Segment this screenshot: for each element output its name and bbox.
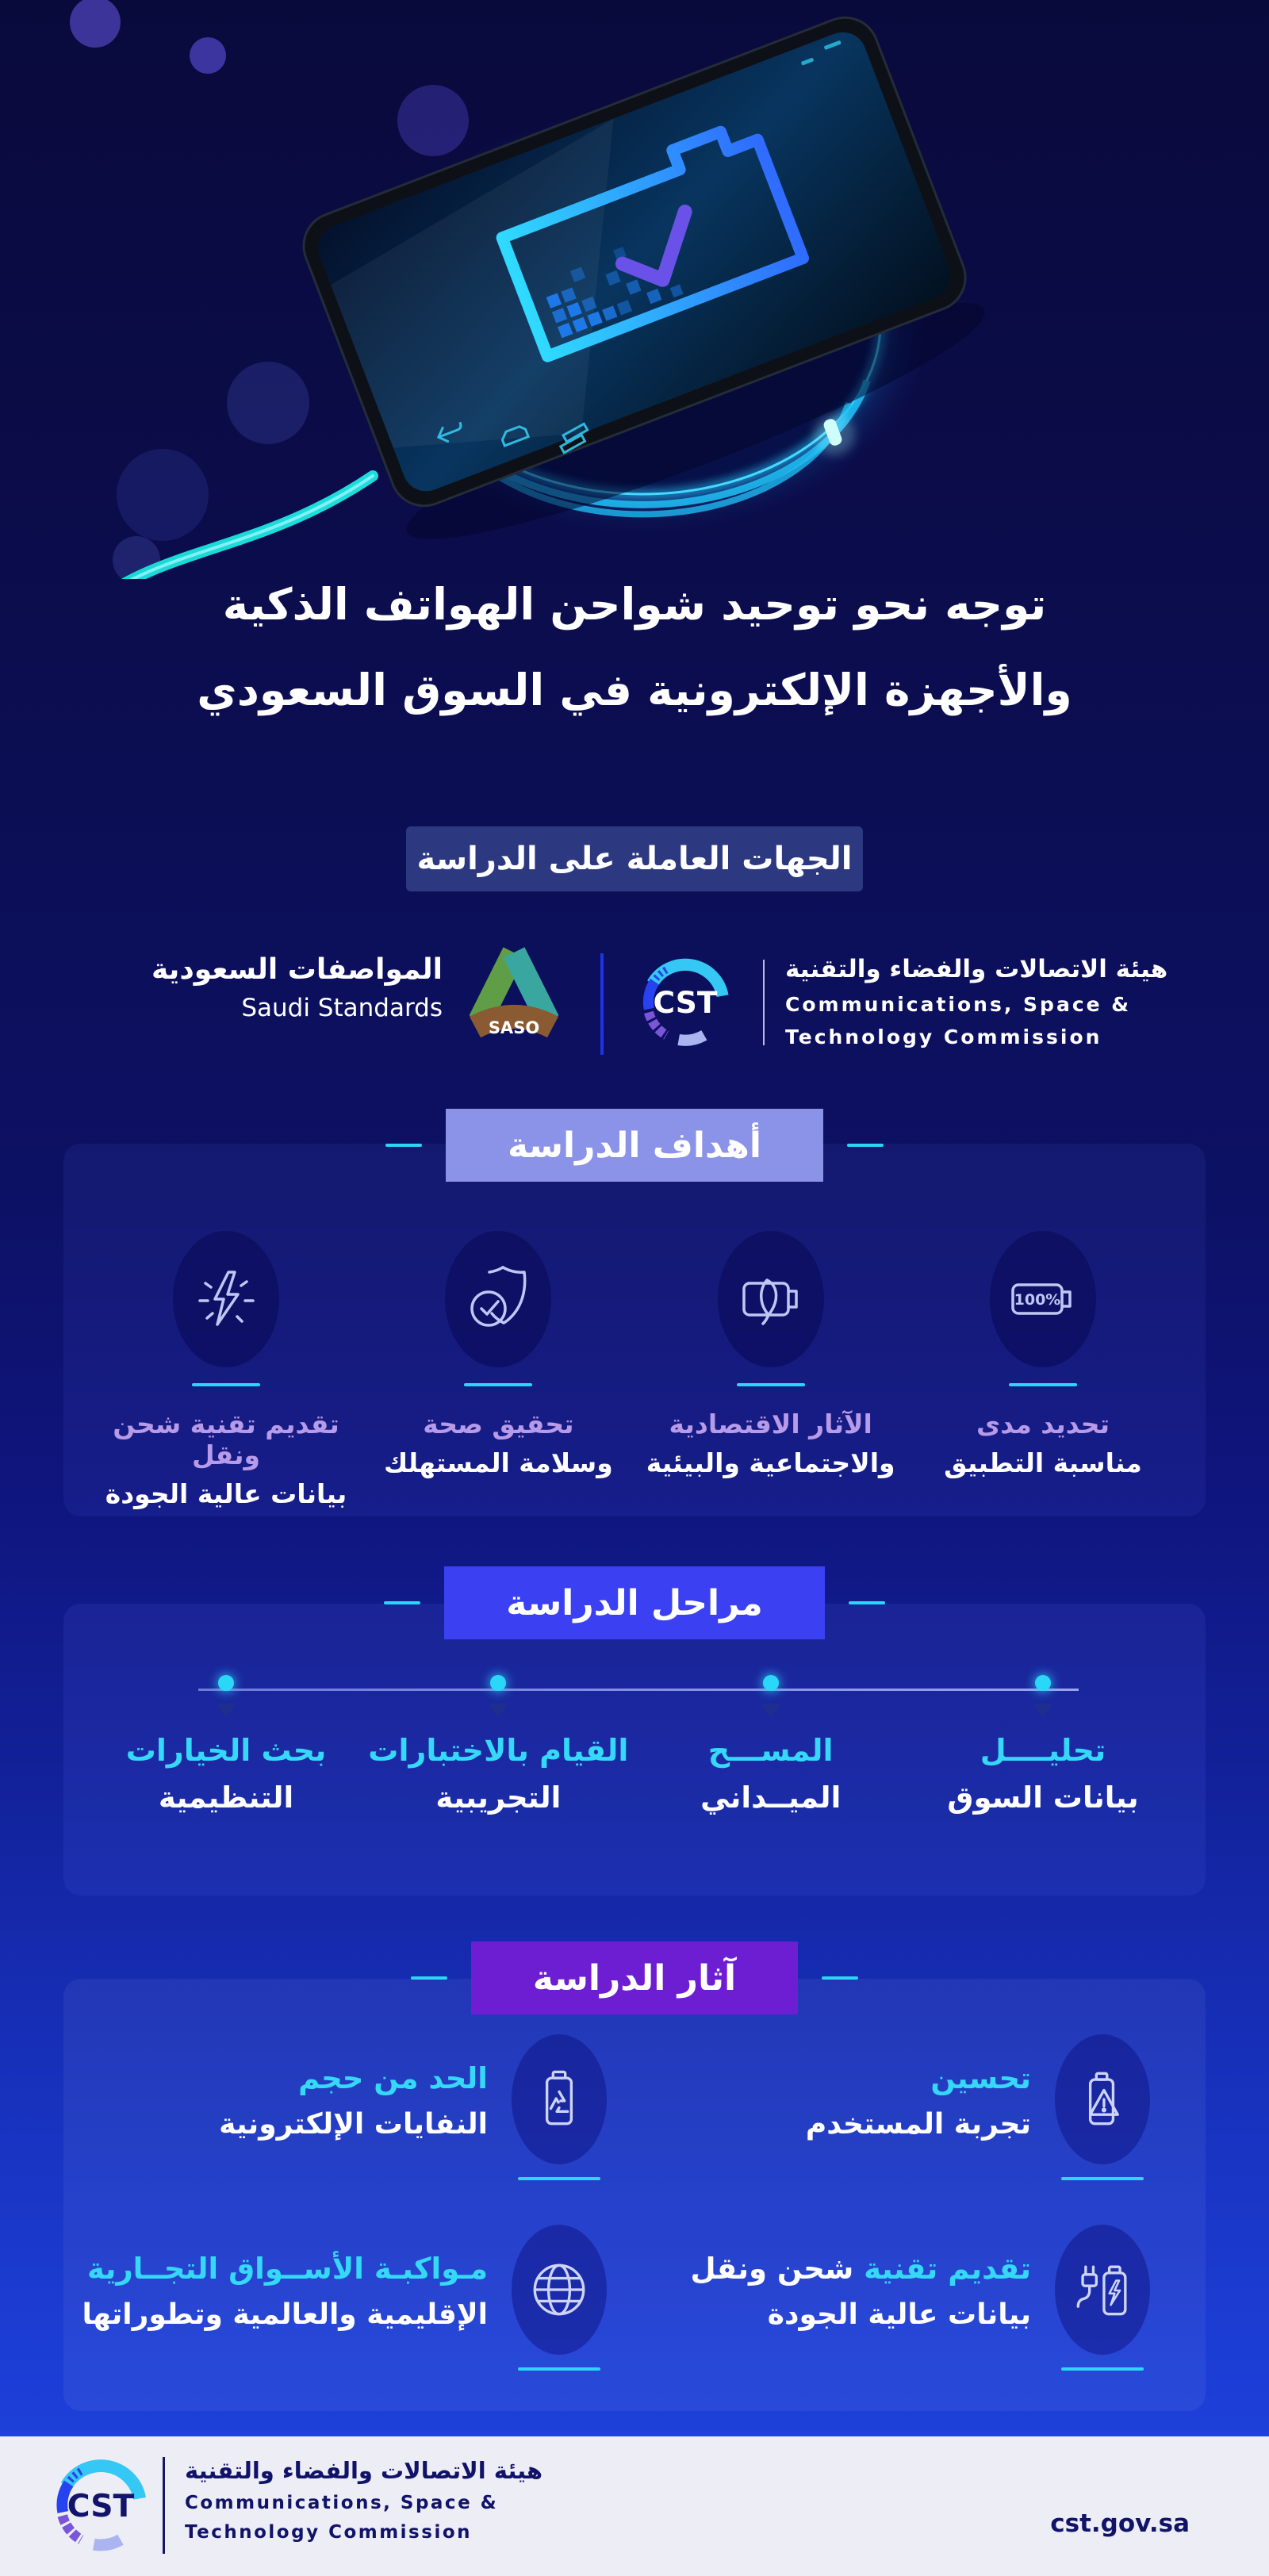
impact-line1: تحسين — [930, 2061, 1031, 2095]
impact-underline — [518, 2367, 600, 2371]
impact-underline — [1061, 2177, 1144, 2180]
timeline-dot-icon — [218, 1675, 234, 1691]
stage-line2: التجريبية — [435, 1781, 562, 1815]
objective-underline — [737, 1383, 805, 1386]
arrow-down-icon — [761, 1704, 781, 1717]
objective-line2: والاجتماعية والبيئية — [646, 1447, 895, 1478]
stage-item — [908, 1675, 1178, 1815]
saso-name-english: Saudi Standards — [241, 994, 443, 1022]
cst-name-english-1: Communications, Space & — [785, 993, 1132, 1016]
logos-divider — [600, 953, 604, 1055]
arrow-down-icon — [216, 1704, 236, 1717]
objective-underline — [1009, 1383, 1077, 1386]
objective-line2: بيانات عالية الجودة — [105, 1478, 347, 1509]
dash-icon — [849, 1601, 885, 1604]
website-link: cst.gov.sa — [1050, 2509, 1190, 2538]
impacts-header-badge: آثار الدراسة — [471, 1942, 798, 2014]
stage-line2: الميــداني — [700, 1781, 842, 1815]
footer-cst-arabic: هيئة الاتصالات والفضاء والتقنية — [185, 2457, 543, 2484]
dash-icon — [385, 1144, 422, 1147]
objective-line1: تقديم تقنية شحن ونقل — [113, 1409, 339, 1470]
impact-line1: تقديم تقنية شحن ونقل — [690, 2252, 1031, 2286]
stages-row — [91, 1675, 1178, 1815]
footer-cst-english-2: Technology Commission — [185, 2522, 473, 2543]
cst-logo-icon — [633, 950, 738, 1055]
hero-illustration — [0, 0, 1269, 579]
objectives-row — [91, 1231, 1178, 1509]
stage-line1: بحث الخيارات — [125, 1733, 327, 1768]
stages-header-badge: مراحل الدراسة — [444, 1566, 824, 1639]
dash-icon — [847, 1144, 884, 1147]
saso-logo-icon — [464, 940, 567, 1051]
logos-row — [0, 936, 1269, 1075]
timeline-dot-icon — [763, 1675, 779, 1691]
saso-logo-text — [151, 953, 443, 1022]
objectives-header-badge: أهداف الدراسة — [446, 1109, 823, 1182]
objective-underline — [464, 1383, 532, 1386]
title-line-1: توجه نحو توحيد شواحن الهواتف الذكية — [222, 579, 1047, 630]
objective-item — [908, 1231, 1178, 1509]
impact-item — [806, 2034, 1150, 2180]
stage-item — [363, 1675, 633, 1815]
cst-name-arabic: هيئة الاتصالات والفضاء والتقنية — [785, 955, 1168, 983]
stage-line1: تحليــــل — [980, 1733, 1106, 1768]
cst-logo-divider — [763, 960, 765, 1045]
impact-line1: الحد من حجم — [298, 2061, 488, 2095]
objective-item — [363, 1231, 633, 1509]
footer-cst-english-1: Communications, Space & — [185, 2493, 499, 2513]
stage-item — [91, 1675, 361, 1815]
footer-cst-text — [185, 2457, 542, 2543]
stage-item — [636, 1675, 906, 1815]
battery-100-icon — [1003, 1259, 1083, 1339]
timeline-dot-icon — [1035, 1675, 1051, 1691]
footer-logo-divider — [163, 2457, 165, 2554]
impact-underline — [518, 2177, 600, 2180]
stage-line1: المســـح — [707, 1733, 834, 1768]
cst-name-english-2: Technology Commission — [785, 1025, 1102, 1048]
arrow-down-icon — [1033, 1704, 1053, 1717]
lightning-icon — [186, 1259, 266, 1339]
impact-underline — [1061, 2367, 1144, 2371]
impact-item — [82, 2225, 608, 2371]
footer — [0, 2436, 1269, 2576]
objective-line2: مناسبة التطبيق — [944, 1447, 1142, 1478]
svg-text:100%: 100% — [1014, 1291, 1061, 1309]
impact-line2: الإقليمية والعالمية وتطوراتها — [82, 2298, 488, 2331]
stage-line1: القيام بالاختبارات — [368, 1733, 629, 1768]
stage-line2: التنظيمية — [158, 1781, 294, 1815]
globe-icon — [521, 2252, 597, 2328]
cst-footer-logo-icon — [46, 2451, 155, 2560]
objective-line1: الآثار الاقتصادية — [669, 1409, 872, 1439]
cst-logo-text — [785, 955, 1167, 1048]
dash-icon — [822, 1976, 858, 1980]
objective-line2: وسلامة المستهلك — [383, 1447, 613, 1478]
battery-leaf-icon — [731, 1259, 811, 1339]
impacts-header — [0, 1942, 1269, 2014]
title-line-2: والأجهزة الإلكترونية في السوق السعودي — [197, 665, 1072, 715]
objective-line1: تحقيق صحة — [423, 1409, 574, 1439]
objective-item — [636, 1231, 906, 1509]
objective-item — [91, 1231, 361, 1509]
objective-line1: تحديد مدى — [976, 1409, 1110, 1439]
impact-item — [690, 2225, 1150, 2371]
stages-header — [0, 1566, 1269, 1639]
objectives-header — [0, 1109, 1269, 1182]
svg-text:CST: CST — [653, 985, 718, 1021]
svg-text:SASO: SASO — [488, 1018, 540, 1037]
impact-item — [219, 2034, 607, 2180]
objective-underline — [192, 1383, 260, 1386]
battery-warning-icon — [1064, 2061, 1141, 2137]
impact-line2: تجربة المستخدم — [805, 2108, 1031, 2141]
impact-line1: مـواكبـة الأســواق التجــارية — [87, 2252, 488, 2286]
dash-icon — [384, 1601, 420, 1604]
saso-name-arabic: المواصفات السعودية — [151, 953, 443, 986]
plug-battery-icon — [1064, 2252, 1141, 2328]
shield-check-icon — [458, 1259, 538, 1339]
battery-recycle-icon — [521, 2061, 597, 2137]
arrow-down-icon — [488, 1704, 508, 1717]
impact-line2: بيانات عالية الجودة — [767, 2298, 1031, 2331]
timeline-dot-icon — [490, 1675, 506, 1691]
dash-icon — [411, 1976, 447, 1980]
entities-badge: الجهات العاملة على الدراسة — [406, 826, 863, 891]
svg-text:CST: CST — [67, 2488, 135, 2524]
stage-line2: بيانات السوق — [947, 1781, 1139, 1815]
impact-line2: النفايات الإلكترونية — [219, 2108, 488, 2141]
page-title — [0, 562, 1269, 733]
